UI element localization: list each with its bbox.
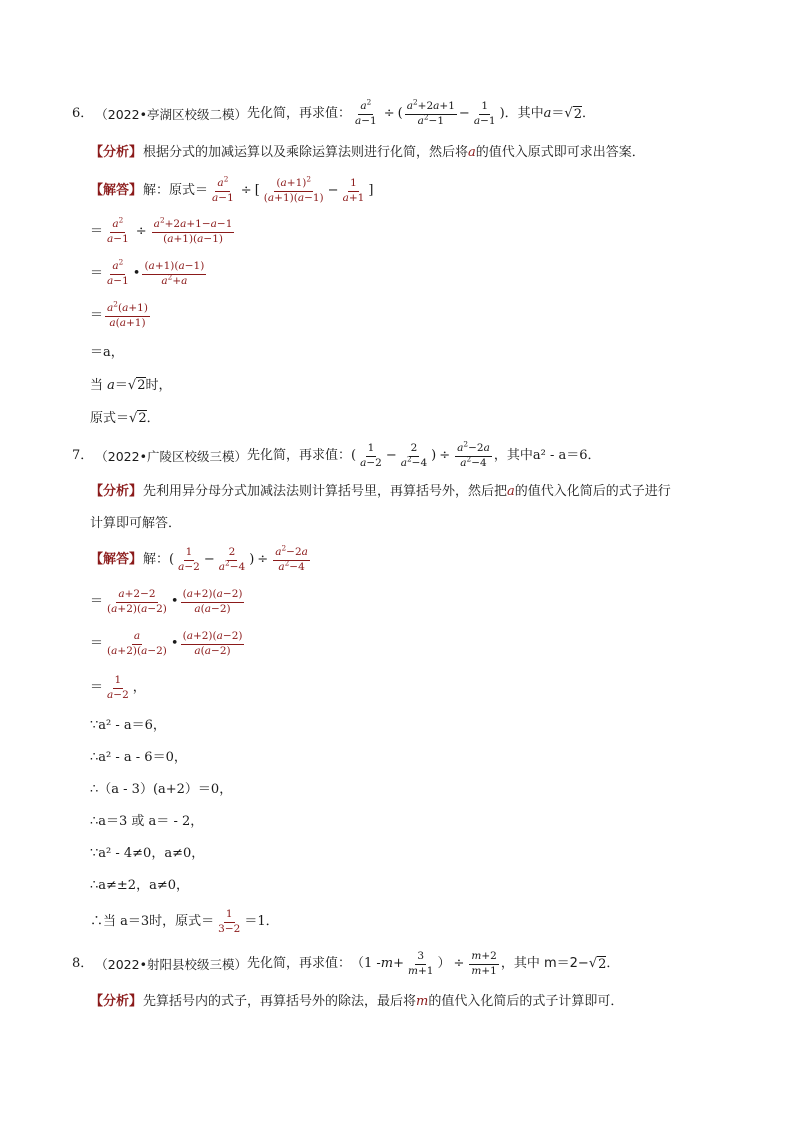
q6-when: 当 a ＝√ 2 时， [90, 377, 172, 393]
q6-source: （2022•亭湖区校级二模） [95, 106, 247, 122]
q6-tail: ．其中 [504, 106, 544, 122]
q8-source: （2022•射阳县校级三模） [95, 956, 247, 972]
q7-s3: ∴（a - 3）(a+2）＝0， [90, 782, 233, 797]
q6-analysis-text-2: 的值代入原式即可求出答案． [475, 145, 645, 160]
q6-analysis-text-1: 根据分式的加减运算以及乘除运算法则进行化简，然后将 [143, 145, 469, 160]
q6-step-3: ＝ $\frac{a^2}{a-1}$ • $\frac{(a+1)(a-1)}{a^2+a}$ [90, 257, 205, 287]
q6-answer-tag: 【解答】 [90, 183, 143, 199]
q6-step-4: ＝ $\frac{a^2(a+1)}{a(a+1)}$ [90, 299, 148, 329]
q6-step-result: ＝a， [90, 345, 124, 360]
q7-condition: a² - a＝6． [532, 448, 601, 464]
q6-frac-c: $\frac{1}{a-1}$ [473, 100, 496, 127]
q7-source: （2022•广陵区校级三模） [95, 448, 247, 464]
q6-analysis-tag: 【分析】 [90, 145, 143, 160]
q8-stem: 8． （2022•射阳县校级三模） 先化简，再求值： （1 - m + $\frac{3}{m+1}$ ） ÷ $\frac{m+2}{m+1}$ ，其中 m＝2− √ 2 ． [72, 950, 620, 977]
q7-s7: ∴当 a＝3时，原式＝ $\frac{1}{3-2}$ ＝1． [90, 908, 279, 935]
q6-final: 原式＝ √ 2 ． [90, 410, 160, 426]
q7-answer-line1: 【解答】 解： ( $\frac{1}{a-2}$ − $\frac{2}{a^2-4}$ ) ÷ $\frac{a^2-2a}{a^2-4}$ [90, 543, 308, 573]
q6-answer-intro: 解：原式＝ [143, 183, 209, 199]
q6-frac-a2: $\frac{a^2}{a-1}$ [354, 97, 377, 127]
q7-s6: ∴a≠±2，a≠0， [90, 878, 189, 893]
q7-s5: ∵a² - 4≠0，a≠0， [90, 846, 205, 861]
q7-step-2: ＝ $\frac{a+2-2}{(a+2)(a-2)}$ • $\frac{(a+2)(a-2)}{a(a-2)}$ [90, 588, 243, 615]
q6-analysis: 【分析】 根据分式的加减运算以及乘除运算法则进行化简，然后将 a 的值代入原式即可求出答案． [90, 145, 645, 160]
q6-prompt: 先化简，再求值： [246, 106, 351, 122]
q7-analysis-line2: 计算即可解答． [90, 516, 182, 531]
q7-s1: ∵a² - a＝6， [90, 718, 166, 733]
q7-step-3: ＝ $\frac{a}{(a+2)(a-2)}$ • $\frac{(a+2)(a-2)}{a(a-2)}$ [90, 630, 243, 657]
q6-frac-b: $\frac{a^2+2a+1}{a^2-1}$ [406, 97, 455, 127]
q7-stem: 7． （2022•广陵区校级三模） 先化简，再求值： ( $\frac{1}{a-2}$ − $\frac{2}{a^2-4}$ ) ÷ $\frac{a^2-2a}{a^2-4}$ ，其中 a² - a＝6． [72, 439, 601, 469]
q6-stem: 6． （2022•亭湖区校级二模） 先化简，再求值： $\frac{a^2}{a-1}$ ÷ ( $\frac{a^2+2a+1}{a^2-1}$ − $\frac{1}{a-1}$ ) ．其中 a ＝√ 2 ． [72, 97, 596, 127]
q6-step-2: ＝ $\frac{a^2}{a-1}$ ÷ $\frac{a^2+2a+1-a-1}{(a+1)(a-1)}$ [90, 215, 233, 245]
q6-answer-line1: 【解答】 解：原式＝ $\frac{a^2}{a-1}$ ÷ [ $\frac{(a+1)^2}{(a+1)(a-1)}$ − $\frac{1}{a+1}$ ] [90, 174, 374, 204]
q7-s4: ∴a＝3 或 a＝ - 2， [90, 814, 204, 829]
q8-analysis: 【分析】 先算括号内的式子，再算括号外的除法，最后将 m 的值代入化简后的式子计算即可． [90, 994, 624, 1009]
q7-step-4: ＝ $\frac{1}{a-2}$ ， [90, 674, 146, 701]
q7-s2: ∴a² - a - 6＝0， [90, 750, 187, 765]
q6-number: 6． [72, 106, 94, 122]
q7-analysis-line1: 【分析】 先利用异分母分式加减法法则计算括号里，再算括号外，然后把 a 的值代入化简后的式子进行 [90, 484, 671, 499]
